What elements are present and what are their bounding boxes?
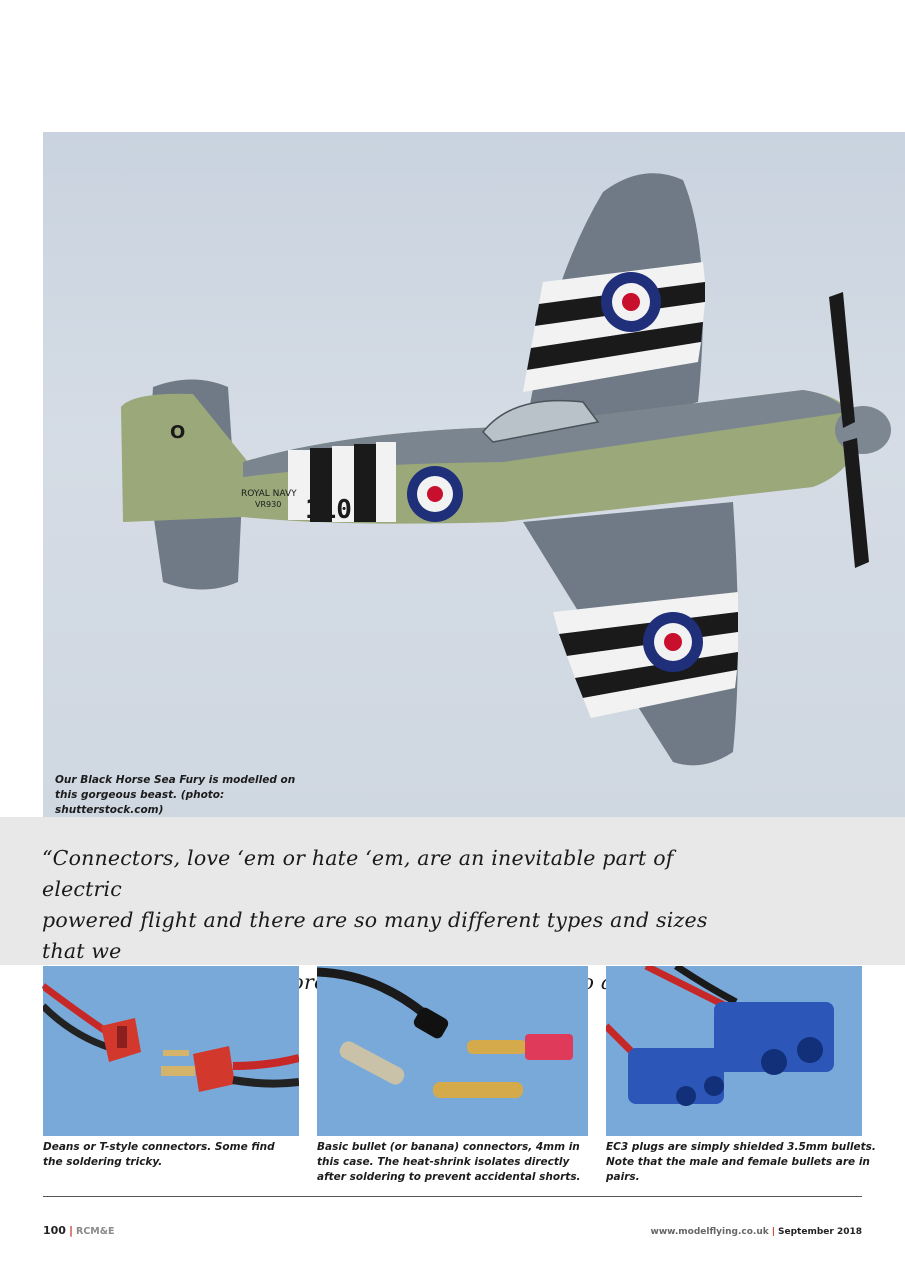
pull-quote-line-1: “Connectors, love ‘em or hate ‘em, are an inevitable part of electric: [42, 846, 674, 901]
deans-caption: Deans or T-style connectors. Some find the soldering tricky.: [43, 1141, 275, 1168]
aircraft-code: 110: [305, 495, 352, 525]
bullet-connectors-photo: [317, 966, 588, 1136]
tail-letter: O: [170, 422, 186, 443]
serial-marking: VR930: [255, 500, 282, 509]
magazine-name: RCM&E: [76, 1226, 115, 1237]
ec3-caption: EC3 plugs are simply shielded 3.5mm bullets. Note that the male and female bullets are in pairs.: [606, 1141, 876, 1183]
footer-folio: 100 | RCM&E: [43, 1224, 115, 1237]
deans-connectors-photo: [43, 966, 299, 1136]
deans-connectors-illustration: [43, 966, 299, 1136]
pull-quote-band: [0, 817, 905, 965]
bullet-connectors-illustration: [317, 966, 588, 1136]
website-link[interactable]: www.modelflying.co.uk: [650, 1227, 769, 1237]
footer-rule: [43, 1196, 862, 1197]
page-number: 100: [43, 1224, 66, 1237]
ec3-plugs-photo: [606, 966, 862, 1136]
sea-fury-illustration: [43, 132, 905, 817]
issue-date: September 2018: [778, 1227, 862, 1237]
ec3-plugs-illustration: [606, 966, 862, 1136]
royal-navy-marking: ROYAL NAVY: [241, 489, 297, 499]
bullet-caption: Basic bullet (or banana) connectors, 4mm in this case. The heat-shrink isolates directly after soldering to prevent accidental shorts.: [317, 1141, 581, 1183]
pull-quote-line-2: powered flight and there are so many different types and sizes that we: [42, 908, 708, 963]
hero-photo: [43, 132, 905, 817]
hero-caption: Our Black Horse Sea Fury is modelled on this gorgeous beast. (photo: shutterstock.com): [55, 774, 296, 816]
footer-issue: www.modelflying.co.uk | September 2018: [650, 1227, 862, 1237]
